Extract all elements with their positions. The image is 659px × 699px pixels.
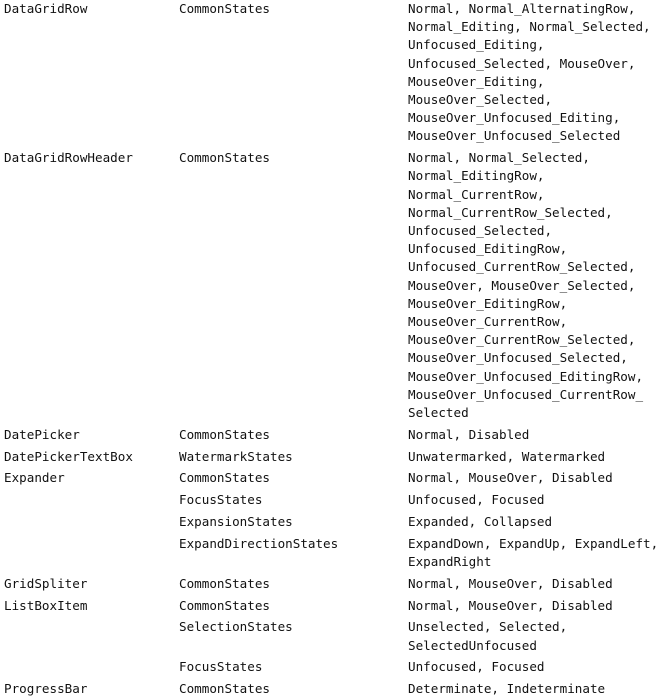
state-line: Normal, MouseOver, Disabled [408,575,613,591]
states-cell [408,149,659,422]
state-group-cell: ExpansionStates [179,514,293,530]
table-row [0,513,659,531]
states-cell [408,491,659,509]
control-name-cell: ListBoxItem [4,597,88,613]
state-line: Normal, MouseOver, Disabled [408,597,613,613]
table-row [0,535,659,571]
state-line: Expanded, Collapsed [408,514,553,530]
states-cell [408,658,659,676]
state-line: Unfocused, Focused [408,659,545,675]
states-cell [408,575,659,593]
state-line: SelectedUnfocused [408,637,537,653]
states-cell [408,597,659,615]
state-group-cell: WatermarkStates [179,448,293,464]
control-name-cell: ProgressBar [4,681,88,697]
control-name-cell: DatePicker [4,426,80,442]
state-group-cell: CommonStates [179,426,270,442]
state-group-cell: SelectionStates [179,619,293,635]
table-row [0,426,659,444]
control-name-cell: GridSpliter [4,575,88,591]
state-line: Normal, MouseOver, Disabled [408,470,613,486]
state-line: Unselected, Selected, [408,619,568,635]
state-line: Normal_CurrentRow, [408,186,545,202]
states-cell [408,680,659,698]
table-row [0,448,659,466]
state-line: MouseOver_Editing, [408,73,545,89]
state-line: Normal_CurrentRow_Selected, [408,204,613,220]
state-line: MouseOver_Unfocused_Selected, [408,350,628,366]
state-line: MouseOver_Unfocused_Selected [408,128,621,144]
table-row [0,680,659,698]
states-cell [408,448,659,466]
state-line: MouseOver_Unfocused_Editing, [408,110,621,126]
control-name-cell: DataGridRow [4,1,88,16]
states-cell [408,513,659,531]
state-line: MouseOver_CurrentRow_Selected, [408,332,636,348]
control-name-cell: DataGridRowHeader [4,150,133,166]
table-row [0,575,659,593]
state-group-cell: CommonStates [179,150,270,166]
state-line: Unfocused_EditingRow, [408,241,568,257]
state-group-cell: CommonStates [179,681,270,697]
state-group-cell: FocusStates [179,659,263,675]
state-line: Unfocused, Focused [408,492,545,508]
state-group-cell: CommonStates [179,597,270,613]
state-line: ExpandRight [408,554,492,570]
state-line: Unfocused_CurrentRow_Selected, [408,259,636,275]
state-line: MouseOver_Unfocused_CurrentRow_ [408,386,644,402]
states-cell [408,0,659,146]
table-row [0,491,659,509]
state-line: Normal, Normal_Selected, [408,150,590,166]
states-cell [408,618,659,654]
state-line: Unfocused_Editing, [408,37,545,53]
state-line: Normal_EditingRow, [408,168,545,184]
state-line: MouseOver_Unfocused_EditingRow, [408,368,644,384]
state-group-cell: FocusStates [179,492,263,508]
state-line: Unfocused_Selected, MouseOver, [408,55,636,71]
states-cell [408,426,659,444]
state-line: MouseOver_CurrentRow, [408,314,568,330]
state-group-cell: CommonStates [179,470,270,486]
table-row [0,597,659,615]
states-cell [408,535,659,571]
states-cell [408,469,659,487]
state-line: Determinate, Indeterminate [408,681,606,697]
control-name-cell: DatePickerTextBox [4,448,133,464]
state-line: Unfocused_Selected, [408,223,553,239]
state-line: Normal_Editing, Normal_Selected, [408,19,651,35]
state-group-cell: CommonStates [179,575,270,591]
state-line: ExpandDown, ExpandUp, ExpandLeft, [408,535,659,551]
table-row [0,0,659,146]
state-line: MouseOver_EditingRow, [408,295,568,311]
table-row [0,469,659,487]
state-group-cell: CommonStates [179,1,270,16]
state-line: MouseOver, MouseOver_Selected, [408,277,636,293]
state-line: Normal, Normal_AlternatingRow, [408,1,636,16]
state-line: Normal, Disabled [408,426,530,442]
table-row [0,658,659,676]
state-line: MouseOver_Selected, [408,92,553,108]
table-row [0,618,659,654]
state-group-cell: ExpandDirectionStates [179,535,339,551]
control-name-cell: Expander [4,470,65,486]
table-row [0,149,659,422]
state-line: Unwatermarked, Watermarked [408,448,606,464]
state-line: Selected [408,405,469,421]
